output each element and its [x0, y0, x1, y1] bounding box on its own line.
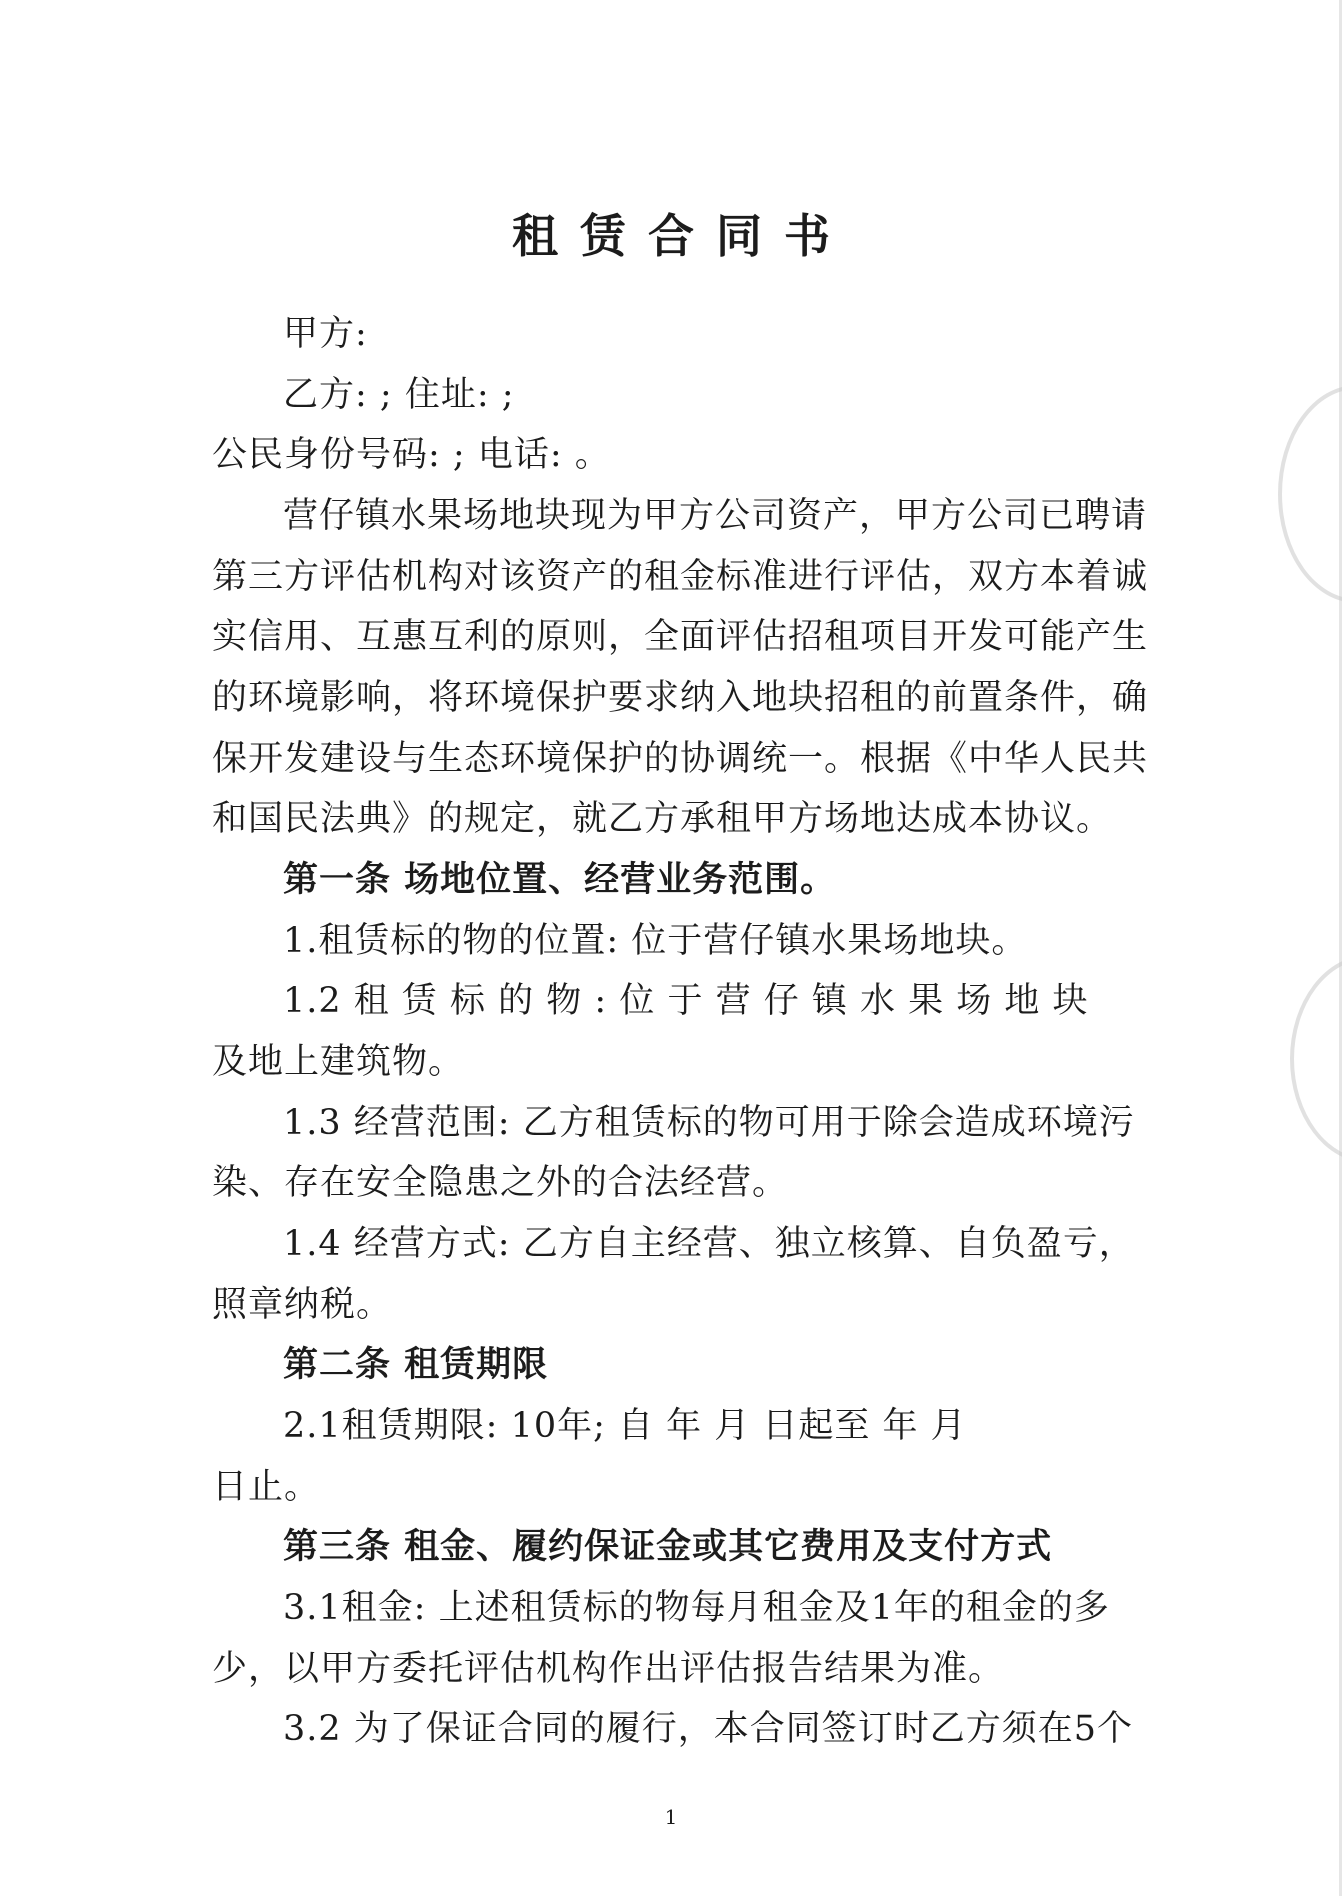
- preamble-line: 第三方评估机构对该资产的租金标准进行评估，双方本着诚: [212, 557, 1149, 597]
- clause-2-1: 2.1租赁期限: 10年; 自 年 月 日起至 年 月: [283, 1406, 967, 1446]
- clause-1-4-cont: 照章纳税。: [212, 1285, 393, 1325]
- article-2-heading: 第二条 租赁期限: [283, 1344, 549, 1385]
- preamble-line: 营仔镇水果场地块现为甲方公司资产，甲方公司已聘请: [283, 496, 1148, 536]
- preamble-line: 实信用、互惠互利的原则，全面评估招租项目开发可能产生: [212, 617, 1149, 657]
- clause-1-3-cont: 染、存在安全隐患之外的合法经营。: [212, 1163, 789, 1203]
- clause-1-2-cont: 及地上建筑物。: [212, 1042, 465, 1082]
- preamble-line: 和国民法典》的规定，就乙方承租甲方场地达成本协议。: [212, 799, 1113, 839]
- document-title: 租赁合同书: [512, 209, 852, 263]
- id-phone-line: 公民身份号码: ; 电话: 。: [212, 435, 611, 475]
- clause-1-1: 1.租赁标的物的位置: 位于营仔镇水果场地块。: [283, 921, 1028, 961]
- clause-3-2: 3.2 为了保证合同的履行，本合同签订时乙方须在5个: [283, 1709, 1134, 1749]
- party-b-line: 乙方: ; 住址: ;: [283, 375, 515, 415]
- clause-1-4: 1.4 经营方式: 乙方自主经营、独立核算、自负盈亏，: [283, 1224, 1135, 1264]
- clause-1-3: 1.3 经营范围: 乙方租赁标的物可用于除会造成环境污: [283, 1103, 1135, 1143]
- page-number: 1: [664, 1805, 678, 1829]
- clause-3-1-cont: 少，以甲方委托评估机构作出评估报告结果为准。: [212, 1649, 1005, 1689]
- seal-stamp: [1278, 385, 1342, 603]
- article-3-heading: 第三条 租金、履约保证金或其它费用及支付方式: [283, 1526, 1053, 1567]
- preamble-line: 的环境影响，将环境保护要求纳入地块招租的前置条件，确: [212, 678, 1149, 718]
- clause-3-1: 3.1租金: 上述租赁标的物每月租金及1年的租金的多: [283, 1588, 1110, 1628]
- party-a-line: 甲方:: [283, 314, 368, 354]
- seal-stamp: [1290, 955, 1342, 1163]
- clause-1-2: 1.2 租 赁 标 的 物 : 位 于 营 仔 镇 水 果 场 地 块: [283, 981, 1089, 1021]
- article-1-heading: 第一条 场地位置、经营业务范围。: [283, 859, 837, 900]
- preamble-line: 保开发建设与生态环境保护的协调统一。根据《中华人民共: [212, 739, 1149, 779]
- clause-2-1-cont: 日止。: [212, 1467, 321, 1507]
